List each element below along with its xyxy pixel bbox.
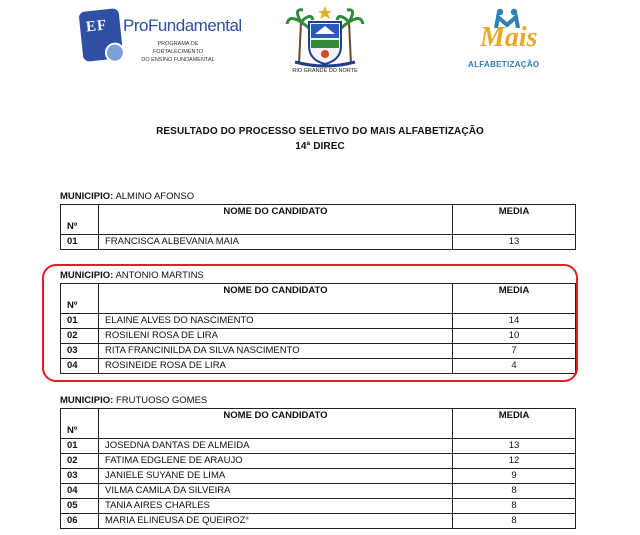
row-number: 02 [61,454,99,469]
candidate-media: 13 [453,439,576,454]
candidate-media: 8 [453,499,576,514]
header-media: MEDIA [453,284,576,314]
row-number: 01 [61,439,99,454]
candidate-media: 4 [453,359,576,374]
candidates-table [60,408,576,529]
candidate-name: FATIMA EDGLENE DE ARAUJO [99,454,453,469]
candidate-name: FRANCISCA ALBEVANIA MAIA [99,235,453,250]
candidate-name: VILMA CAMILA DA SILVEIRA [99,484,453,499]
municipio-heading [60,395,575,406]
header-name: NOME DO CANDIDATO [99,409,453,439]
municipio-label: MUNICIPIO: [60,395,114,406]
table-row [61,484,576,499]
candidate-name: ROSILENI ROSA DE LIRA [99,329,453,344]
table-row [61,235,576,250]
candidate-name: MARIA ELINEUSA DE QUEIROZ [105,515,246,526]
header-name: NOME DO CANDIDATO [99,205,453,235]
municipio-heading [60,191,575,202]
table-row [61,469,576,484]
coat-of-arms-icon [285,4,365,68]
section-almino-afonso [60,191,575,250]
candidate-name: RITA FRANCINILDA DA SILVA NASCIMENTO [99,344,453,359]
row-number: 06 [61,514,99,529]
profundamental-subtitle-line1: PROGRAMA DE FORTALECIMENTO [152,41,204,55]
header-media: MEDIA [453,409,576,439]
header-number: Nº [61,284,99,314]
document-subtitle: 14ª DIREC [295,141,345,152]
candidate-media: 8 [453,484,576,499]
table-row [61,454,576,469]
header-number: Nº [61,409,99,439]
row-number: 03 [61,344,99,359]
candidates-table [60,204,576,250]
candidate-name: JOSEDNA DANTAS DE ALMEIDA [99,439,453,454]
table-header-row [61,205,576,235]
candidate-media: 10 [453,329,576,344]
candidate-media: 14 [453,314,576,329]
candidate-media: 9 [453,469,576,484]
row-number: 03 [61,469,99,484]
table-row [61,499,576,514]
section-frutuoso-gomes [60,395,575,529]
candidate-name: TANIA AIRES CHARLES [99,499,453,514]
document-title: RESULTADO DO PROCESSO SELETIVO DO MAIS ALFABETIZAÇÃO [156,126,484,137]
candidate-media: 13 [453,235,576,250]
candidate-media: 7 [453,344,576,359]
municipio-label: MUNICIPIO: [60,191,114,202]
municipio-label: MUNICIPIO: [60,270,114,281]
header-number: Nº [61,205,99,235]
municipio-name: ANTONIO MARTINS [115,270,204,281]
ribbon-icon [104,42,126,64]
header-name: NOME DO CANDIDATO [99,284,453,314]
row-number: 01 [61,235,99,250]
row-number: 04 [61,484,99,499]
profundamental-subtitle [138,40,218,64]
candidate-media: 8 [453,514,576,529]
mais-wordmark: Mais [480,22,538,53]
table-row [61,439,576,454]
ef-badge-icon [78,8,123,62]
alfabetizacao-caption: ALFABETIZAÇÃO [468,60,540,69]
rn-caption: RIO GRANDE DO NORTE [292,68,358,74]
profundamental-logo [76,6,242,76]
asterisk-mark: * [245,515,250,526]
row-number: 04 [61,359,99,374]
table-row [61,514,576,529]
candidate-name: ELAINE ALVES DO NASCIMENTO [99,314,453,329]
candidate-media: 12 [453,454,576,469]
profundamental-title: ProFundamental [123,16,242,35]
highlight-outline [42,264,578,382]
municipio-name: ALMINO AFONSO [115,191,195,202]
profundamental-subtitle-line2: DO ENSINO FUNDAMENTAL [141,57,215,63]
row-number: 02 [61,329,99,344]
candidate-name: ROSINEIDE ROSA DE LIRA [99,359,453,374]
mais-alfabetizacao-logo [462,8,552,73]
header-media: MEDIA [453,205,576,235]
rn-coat-of-arms-logo [285,4,365,76]
candidate-name: JANIELE SUYANE DE LIMA [99,469,453,484]
row-number: 05 [61,499,99,514]
ef-mark: EF [85,17,109,36]
row-number: 01 [61,314,99,329]
table-header-row [61,409,576,439]
municipio-name: FRUTUOSO GOMES [115,395,208,406]
candidate-name-cell [99,514,453,529]
